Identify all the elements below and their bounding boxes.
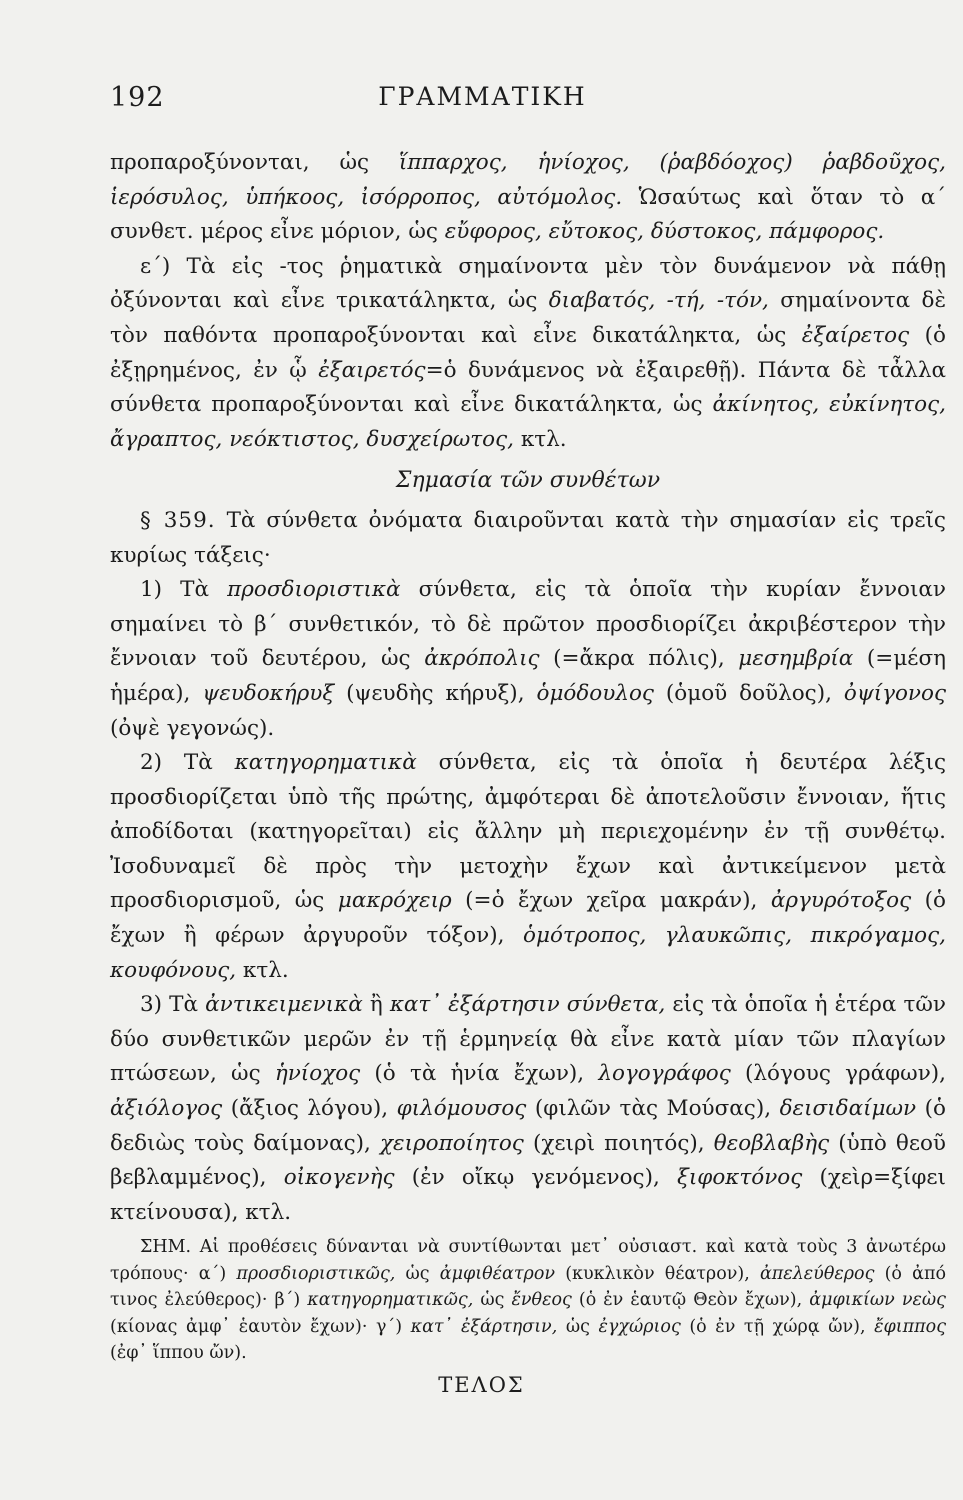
text-run: (=ἄκρα πόλις), [539,646,739,672]
term: ἀντικειμενικὰ [205,992,363,1018]
text-run: (κυκλικὸν θέατρον), [555,1263,760,1284]
example-words: μεσημβρία [738,646,854,672]
text-run: ὡς [395,1263,440,1284]
text-run: (ψευδὴς κήρυξ), [334,680,537,706]
example-words: διαβατός, -τή, -τόν, [548,288,769,314]
example-words: ἀκρόπολις [424,646,540,672]
text-run: (φιλῶν τὰς Μούσας), [526,1096,780,1122]
paragraph-objective [110,988,946,1230]
end-mark: ΤΕΛΟΣ [438,1373,525,1397]
section-heading: Σημασία τῶν συνθέτων [395,468,661,494]
text-run: (ὁ ἐν τῇ χώρᾳ ὤν), [680,1316,875,1337]
example-words: ἀμφιθέατρον [439,1263,555,1284]
example-words: μακρόχειρ [337,888,452,914]
paragraph-verbal-adjectives [110,250,946,458]
text-run: (ἄξιος λόγου), [222,1096,397,1122]
term: κατηγορηματικῶς, [307,1290,474,1311]
paragraph-section-359 [110,504,946,573]
example-words: ἵππαρχος, ἡνίοχος, (ῥαβδόοχος) ῥαβδοῦχος, ἱερόσυλος, ὑπήκοος, ἰσόρροπος, αὐτόμολος. [110,150,946,210]
example-words: ὁμότροπος, γλαυκῶπις, πικρόγαμος, κουφόνους, [110,923,947,983]
text-run: κτλ. [513,426,567,452]
text-run: Ὡσαύτως καὶ ὅταν τὸ α΄ συνθετ. μέρος εἶνε μόριον, ὡς [110,184,946,245]
text-run: (=μέση ἡμέρα), [110,646,946,706]
text-run: (ἐν οἴκῳ γενόμενος), [394,1165,677,1191]
text-run: κτλ. [236,957,289,983]
example-words: ἀργυρότοξος [770,888,912,914]
text-run: σύνθετα, εἰς τὰ ὁποῖα τὴν κυρίαν ἔννοιαν σημαίνει τὸ β΄ συνθετικόν, τὸ δὲ πρῶτον προσδιορίζει ἀκριβέστερον τὴν ἔννοιαν τοῦ δευτέρου, ὡς [110,577,946,672]
text-run: 2) Τὰ [140,750,235,776]
term: κατ᾽ ἐξάρτησιν, [410,1316,558,1337]
text-run: ΣΗΜ. Αἱ προθέσεις δύνανται νὰ συντίθωνται μετ᾽ οὐσιαστ. καὶ κατὰ τοὺς 3 ἀνωτέρω τρόπους· α΄) [110,1237,946,1284]
text-run: (=ὁ ἔχων χεῖρα μακράν), [451,888,771,914]
paragraph-predicative [110,746,946,988]
text-run: (ἐφ᾽ ἵππου ὤν). [110,1343,247,1364]
example-words: ἐξαιρετός [318,357,426,383]
text-run: 1) Τὰ [140,577,228,603]
text-run: (ὁ ἐν ἑαυτῷ Θεὸν ἔχων), [571,1290,810,1311]
text-run: (ὁ ἔχων ἢ φέρων ἀργυροῦν τόξον), [110,888,946,949]
example-words: εὔφορος, εὔτοκος, δύστοκος, πάμφορος. [444,219,885,245]
text-run: προπαροξύνονται, ὡς [110,150,399,175]
page-body [110,146,946,1367]
example-words: ψευδοκήρυξ [202,680,335,706]
text-run: (λόγους γράφων), [730,1061,946,1087]
term: προσδιοριστικὰ [227,577,401,603]
text-run: (ὑπὸ θεοῦ βεβλαμμένος), [110,1130,946,1191]
example-words: ἔνθεος [511,1290,572,1311]
text-run: (χειρὶ ποιητός), [523,1130,714,1156]
text-run: (κίονας ἀμφ᾽ ἑαυτὸν ἔχων)· γ΄) [110,1316,411,1337]
text-run: (χεὶρ=ξίφει κτείνουσα), κτλ. [110,1165,946,1225]
text-run: (ὁ ἀπό τινος ἐλεύθερος)· β΄) [110,1263,946,1311]
example-words: ὀψίγονος [843,680,946,706]
text-run: ἢ [362,992,390,1018]
term: προσδιοριστικῶς, [236,1263,396,1284]
example-words: οἰκογενὴς [283,1165,395,1191]
text-run: σημαίνοντα δὲ τὸν παθόντα προπαροξύνονται καὶ εἶνε δικατάληκτα, ὡς [110,288,946,348]
term: κατηγορηματικὰ [234,750,417,776]
text-run: ὡς [557,1316,599,1337]
text-run: (ὁ ἐξῃρημένος, ἐν ᾧ [110,322,946,383]
example-words: φιλόμουσος [396,1096,527,1122]
example-words: ἀκίνητος, εὐκίνητος, ἄγραπτος, νεόκτιστος, δυσχείρωτος, [110,392,946,452]
text-run: ὡς [473,1290,512,1311]
text-run: (ὁ δεδιὼς τοὺς δαίμονας), [110,1096,946,1156]
example-words: λογογράφος [598,1061,731,1087]
term: κατ᾽ ἐξάρτησιν σύνθετα, [389,992,666,1018]
paragraph-determinative [110,573,946,746]
paragraph-continuation [110,146,946,250]
page-header [110,82,855,122]
text-run: (ὀψὲ γεγονώς). [110,715,275,741]
page-number: 192 [110,82,165,113]
example-words: ἀπελεύθερος [759,1263,875,1284]
example-words: ξιφοκτόνος [677,1165,803,1191]
text-run: 3) Τὰ [140,992,206,1018]
example-words: ἐγχώριος [598,1316,681,1337]
running-head: ΓΡΑΜΜΑΤΙΚΗ [378,82,587,111]
example-words: δεισιδαίμων [779,1096,917,1122]
text-run: σύνθετα, εἰς τὰ ὁποῖα ἡ δευτέρα λέξις προσδιορίζεται ὑπὸ τῆς πρώτης, ἀμφότεραι δὲ ἀποτελοῦσιν ἔννοιαν, ἥτις ἀποδίδοται (κατηγορεῖται) εἰς ἄλλην μὴ περιεχομένην ἐν τῇ συνθέτῳ. Ἰσοδυναμεῖ δὲ πρὸς τὴν μετοχὴν ἔχων καὶ ἀντικείμενον μετὰ προσδιορισμοῦ, ὡς [110,750,946,914]
example-words: ἀμφικίων νεὼς [809,1290,946,1311]
text-run: (ὁ τὰ ἡνία ἔχων), [360,1061,599,1087]
example-words: ἀξιόλογος [110,1096,223,1122]
footnote-remark [110,1234,946,1367]
text-run: Τὰ σύνθετα ὀνόματα διαιροῦνται κατὰ τὴν σημασίαν εἰς τρεῖς κυρίως τάξεις· [110,507,946,568]
example-words: ἐξαίρετος [801,322,910,348]
text-run: ε΄) Τὰ εἰς -τος ῥηματικὰ σημαίνοντα μὲν τὸν δυνάμενον νὰ πάθῃ ὀξύνονται καὶ εἶνε τρικατάληκτα, ὡς [110,253,946,314]
text-run: εἰς τὰ ὁποῖα ἡ ἑτέρα τῶν δύο συνθετικῶν μερῶν ἐν τῇ ἑρμηνείᾳ θὰ εἶνε κατὰ μίαν τῶν πλαγίων πτώσεων, ὡς [110,992,946,1087]
example-words: χειροποίητος [380,1130,524,1156]
example-words: ἔφιππος [874,1316,947,1337]
example-words: ἡνίοχος [274,1061,361,1087]
text-run: (ὁμοῦ δοῦλος), [653,680,844,706]
section-number: § 359. [140,507,216,533]
example-words: θεοβλαβὴς [713,1130,830,1156]
text-run: =ὁ δυνάμενος νὰ ἐξαιρεθῇ). Πάντα δὲ τἆλλα σύνθετα προπαροξύνονται καὶ εἶνε δικατάληκτα, ὡς [110,357,946,418]
example-words: ὁμόδουλος [536,680,654,706]
